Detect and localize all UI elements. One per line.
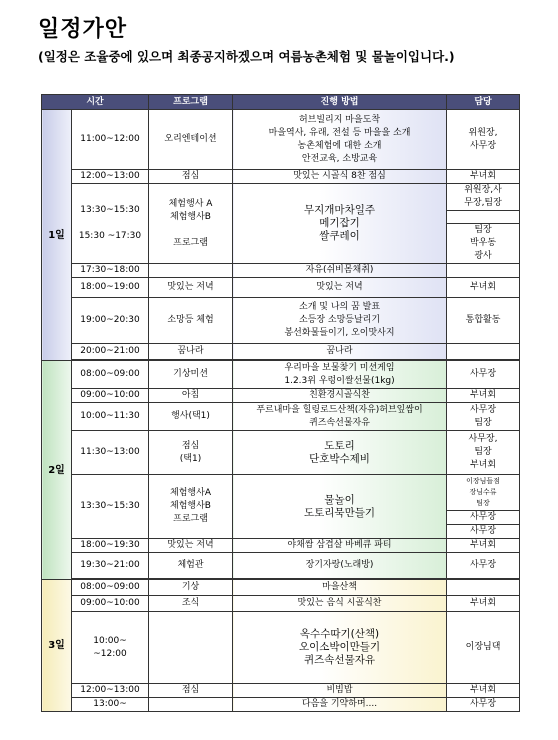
time-cell: 12:00~13:00 (72, 684, 149, 698)
program-cell: 행사(택1) (149, 403, 233, 431)
program-cell: 체험관 (149, 553, 233, 579)
program-cell: 소망등 체험 (149, 298, 233, 344)
charge-cell (447, 211, 520, 224)
schedule-table (41, 94, 520, 712)
method-cell: 맛있는 저녁 (233, 278, 447, 298)
table-row (42, 361, 520, 389)
method-cell: 친환경시골식찬 (233, 389, 447, 403)
program-cell: 체험행사A 체험행사B 프로그램 (149, 475, 233, 539)
table-row (42, 612, 520, 684)
charge-cell (447, 264, 520, 278)
method-cell: 옥수수따기(산책) 오이소박이만들기 퀴즈속선물자유 (233, 612, 447, 684)
method-cell: 비빔밥 (233, 684, 447, 698)
charge-cell (447, 344, 520, 360)
program-cell: 맛있는 저녁 (149, 539, 233, 553)
charge-cell (447, 580, 520, 596)
table-row (42, 264, 520, 278)
program-cell (149, 612, 233, 684)
time-cell: 11:00~12:00 (72, 110, 149, 170)
page-title: 일정가안 (38, 17, 128, 42)
time-cell: 08:00~09:00 (72, 361, 149, 389)
program-cell: 아침 (149, 389, 233, 403)
charge-cell: 사무장 (447, 698, 520, 712)
charge-cell: 부녀회 (447, 684, 520, 698)
time-cell: 09:00~10:00 (72, 596, 149, 612)
charge-cell: 부녀회 (447, 596, 520, 612)
program-cell: 점심 (택1) (149, 431, 233, 475)
program-cell: 점심 (149, 170, 233, 184)
header-row (42, 95, 520, 110)
method-cell: 마을산책 (233, 580, 447, 596)
table-row (42, 431, 520, 475)
table-row (42, 596, 520, 612)
method-cell: 도토리 단호박수제비 (233, 431, 447, 475)
time-cell: 18:00~19:00 (72, 278, 149, 298)
schedule-note: (일정은 조율중에 있으며 최종공지하겠으며 여름농촌체험 및 물놀이입니다.) (38, 49, 455, 64)
method-cell: 무지개마차일주 메기잡기 쌀쿠레이 (233, 184, 447, 264)
charge-cell: 팀장 박우동 광사 (447, 224, 520, 264)
table-row (42, 475, 520, 511)
time-cell: 20:00~21:00 (72, 344, 149, 360)
time-cell: 12:00~13:00 (72, 170, 149, 184)
program-cell: 기상 (149, 580, 233, 596)
method-cell: 꿈나라 (233, 344, 447, 360)
program-cell: 기상미션 (149, 361, 233, 389)
charge-cell: 부녀회 (447, 170, 520, 184)
table-row (42, 298, 520, 344)
charge-cell: 사무장 팀장 (447, 403, 520, 431)
program-cell (149, 264, 233, 278)
table-row (42, 684, 520, 698)
charge-cell: 통합활동 (447, 298, 520, 344)
charge-cell: 위원장,사 무장,팀장 (447, 184, 520, 211)
charge-cell: 위원장, 사무장 (447, 110, 520, 170)
method-cell: 다음을 기약하며.... (233, 698, 447, 712)
time-cell: 09:00~10:00 (72, 389, 149, 403)
time-cell: 19:30~21:00 (72, 553, 149, 579)
table-row (42, 403, 520, 431)
time-cell: 10:00~11:30 (72, 403, 149, 431)
table-row (42, 539, 520, 553)
time-cell: 18:00~19:30 (72, 539, 149, 553)
method-cell: 푸르내마을 힐링로드산책(자유)허브잎쌈이 퀴즈속선물자유 (233, 403, 447, 431)
header-time: 시간 (42, 95, 149, 110)
charge-cell: 사무장 (447, 511, 520, 525)
method-cell: 야채쌈 삼겹살 바베큐 파티 (233, 539, 447, 553)
table-row (42, 170, 520, 184)
method-cell: 맛있는 음식 시골식찬 (233, 596, 447, 612)
charge-cell: 이장님댁 (447, 612, 520, 684)
time-cell: 08:00~09:00 (72, 580, 149, 596)
table-row (42, 553, 520, 579)
charge-cell: 사무장 (447, 361, 520, 389)
table-row (42, 389, 520, 403)
method-cell: 장기자랑(노래방) (233, 553, 447, 579)
program-cell (149, 698, 233, 712)
table-row (42, 278, 520, 298)
charge-cell: 부녀회 (447, 539, 520, 553)
charge-cell: 사무장 (447, 553, 520, 579)
program-cell: 점심 (149, 684, 233, 698)
time-cell: 13:30~15:30 (72, 475, 149, 539)
method-cell: 소개 및 나의 꿈 발표 소등장 소망등날리기 봉선화물들이기, 오이맛사지 (233, 298, 447, 344)
table-row (42, 580, 520, 596)
time-cell: 19:00~20:30 (72, 298, 149, 344)
table-row (42, 698, 520, 712)
method-cell: 우리마을 보물찾기 미션게임 1.2.3위 우렁이쌀선물(1kg) (233, 361, 447, 389)
time-cell: 13:00~ (72, 698, 149, 712)
header-method: 진행 방법 (233, 95, 447, 110)
day-label: 3일 (42, 580, 72, 712)
method-cell: 허브빌리지 마을도착 마을역사, 유래, 전설 등 마을을 소개 농촌체험에 대한 소개 안전교육, 소방교육 (233, 110, 447, 170)
program-cell: 오리엔테이션 (149, 110, 233, 170)
method-cell: 물놀이 도토리묵만들기 (233, 475, 447, 539)
header-program: 프로그램 (149, 95, 233, 110)
table-row (42, 110, 520, 170)
method-cell: 자유(쉬비몸채취) (233, 264, 447, 278)
table-row (42, 344, 520, 360)
time-cell: 11:30~13:00 (72, 431, 149, 475)
charge-cell: 사무장, 팀장 부녀회 (447, 431, 520, 475)
program-cell: 조식 (149, 596, 233, 612)
table-row (42, 184, 520, 211)
day-label: 1일 (42, 110, 72, 361)
program-cell: 체험행사 A 체험행사B 프로그램 (149, 184, 233, 264)
day-label: 2일 (42, 361, 72, 580)
program-cell: 꿈나라 (149, 344, 233, 360)
time-cell: 13:30~15:30 15:30 ~17:30 (72, 184, 149, 264)
time-cell: 17:30~18:00 (72, 264, 149, 278)
charge-cell: 부녀회 (447, 389, 520, 403)
header-charge: 담당 (447, 95, 520, 110)
program-cell: 맛있는 저녁 (149, 278, 233, 298)
time-cell: 10:00~ ~12:00 (72, 612, 149, 684)
method-cell: 맛있는 시골식 8찬 점심 (233, 170, 447, 184)
charge-cell: 사무장 (447, 525, 520, 539)
charge-cell: 이장님들점 장님수류 팀장 (447, 475, 520, 511)
charge-cell: 부녀회 (447, 278, 520, 298)
